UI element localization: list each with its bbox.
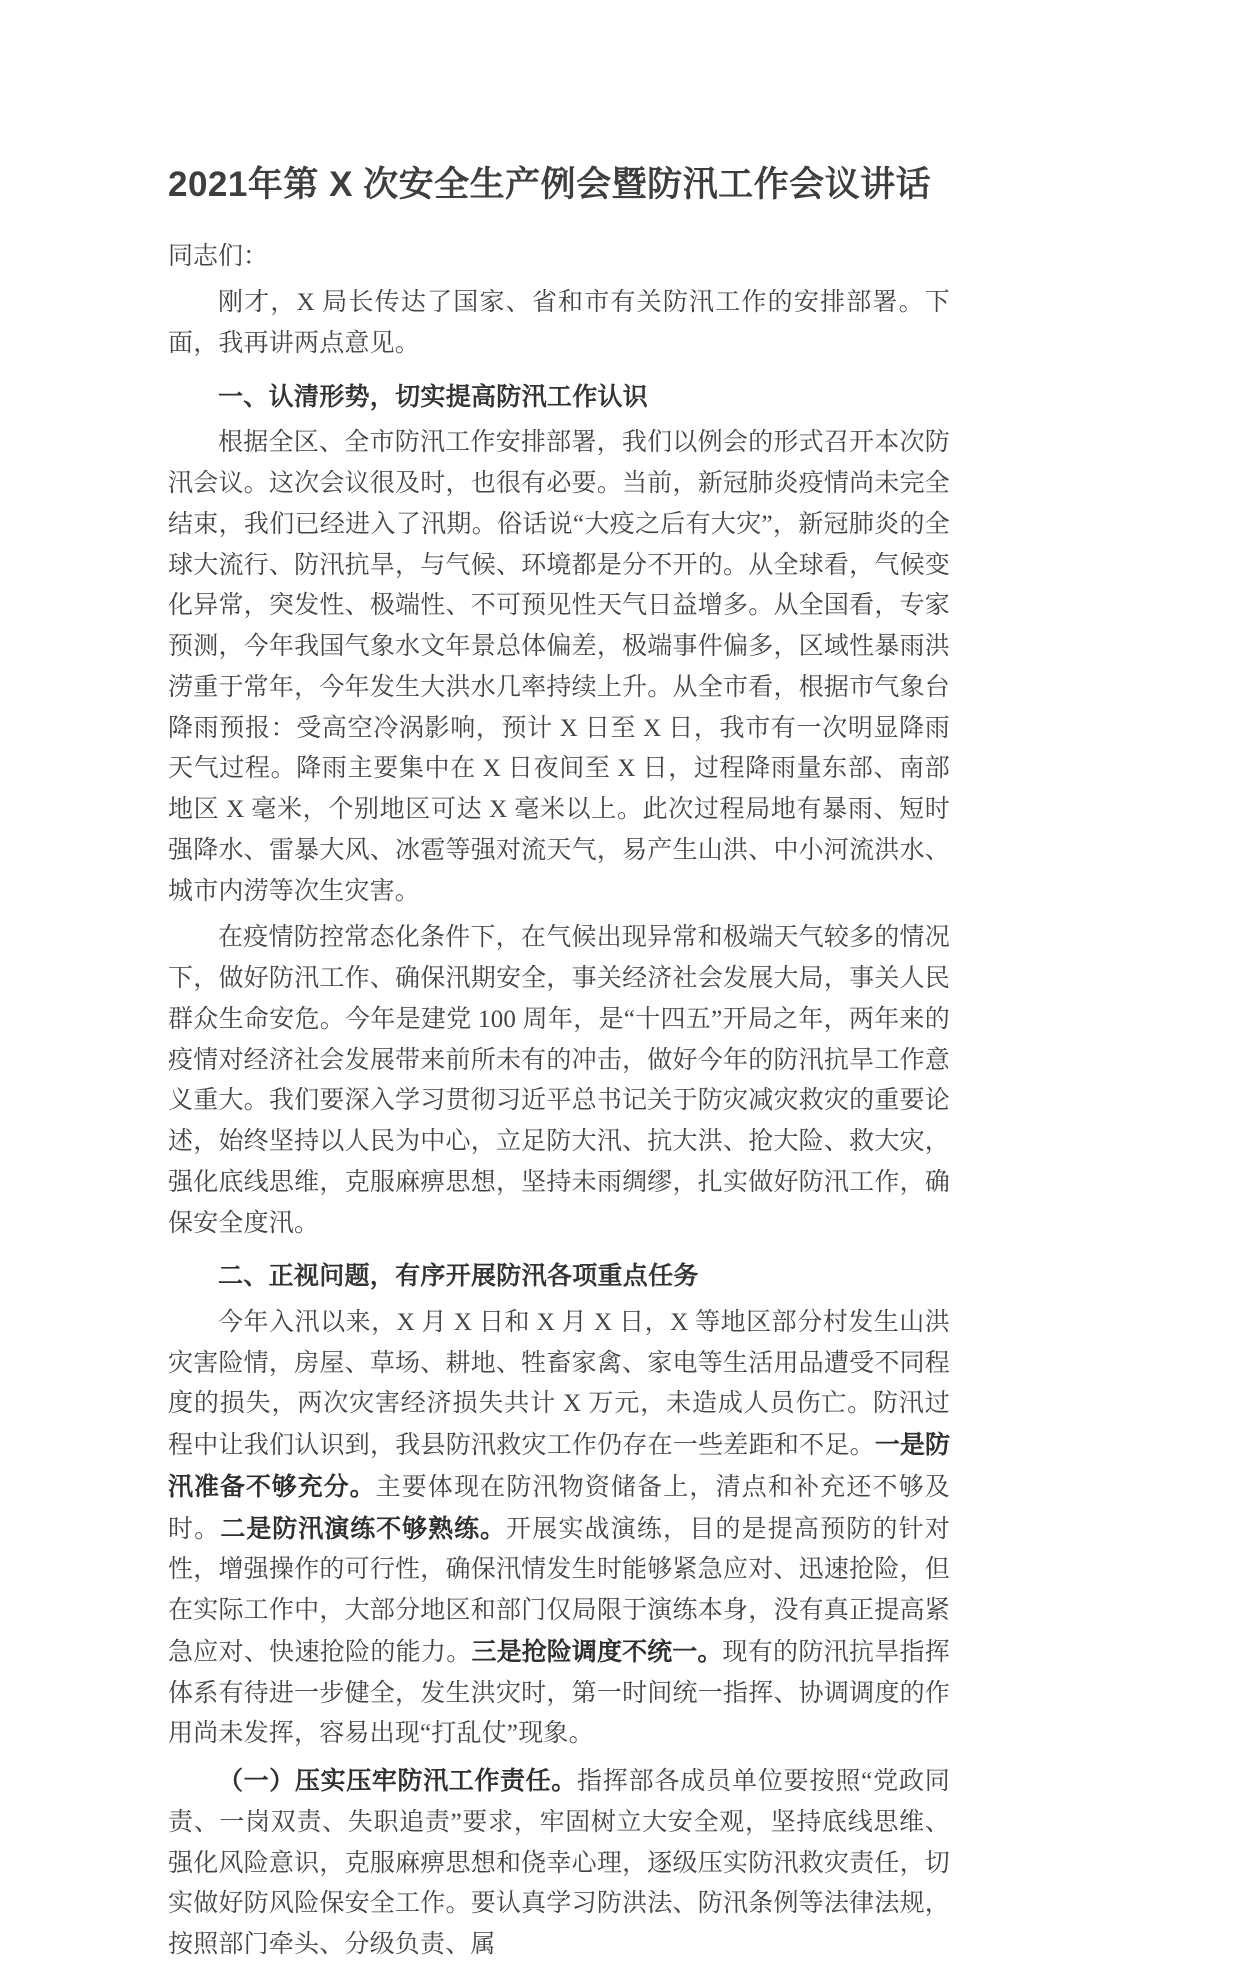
emphasis-run-1: 一是防汛准备不够充分。 xyxy=(168,1431,950,1501)
intro-paragraph: 刚才，X 局长传达了国家、省和市有关防汛工作的安排部署。下面，我再讲两点意见。 xyxy=(168,289,950,357)
document-body xyxy=(168,160,950,1966)
text-run-1: 指挥部各成员单位要按照“党政同责、一岗双责、失职追责”要求，牢固树立大安全观，坚持底线思维、强化风险意识，克服麻痹思想和侥幸心理，逐级压实防汛救灾责任，切实做好防风险保安全工作。要认真学习防洪法、防汛条例等法律法规，按照部门牵头、分级负责、属 xyxy=(168,1768,950,1958)
section-heading-one: 一、认清形势，切实提高防汛工作认识 xyxy=(218,382,649,411)
text-run-2: 主要体现在防汛物资储备上，清点和补充还不够及时。 xyxy=(168,1473,950,1543)
text-run-6: 现有的防汛抗旱指挥体系有待进一步健全，发生洪灾时，第一时间统一指挥、协调调度的作用尚未发挥，容易出现“打乱仗”现象。 xyxy=(168,1638,950,1748)
section-two-subsection-1 xyxy=(168,1761,950,1966)
section-one-paragraph-1: 根据全区、全市防汛工作安排部署，我们以例会的形式召开本次防汛会议。这次会议很及时，也很有必要。当前，新冠肺炎疫情尚未完全结束，我们已经进入了汛期。俗话说“大疫之后有大灾”，新冠肺炎的全球大流行、防汛抗旱，与气候、环境都是分不开的。从全球看，气候变化异常，突发性、极端性、不可预见性天气日益增多。从全国看，专家预测，今年我国气象水文年景总体偏差，极端事件偏多，区域性暴雨洪涝重于常年，今年发生大洪水几率持续上升。从全市看，根据市气象台降雨预报：受高空冷涡影响，预计 X 日至 X 日，我市有一次明显降雨天气过程。降雨主要集中在 X 日夜间至 X 日，过程降雨量东部、南部地区 X 毫米，个别地区可达 X 毫米以上。此次过程局地有暴雨、短时强降水、雷暴大风、冰雹等强对流天气，易产生山洪、中小河流洪水、城市内涝等次生灾害。 xyxy=(168,429,950,905)
text-run-0: 今年入汛以来，X 月 X 日和 X 月 X 日，X 等地区部分村发生山洪灾害险情，房屋、草场、耕地、牲畜家禽、家电等生活用品遭受不同程度的损失，两次灾害经济损失共计 X 万元，未造成人员伤亡。防汛过程中让我们认识到，我县防汛救灾工作仍存在一些差距和不足。 xyxy=(168,1308,950,1459)
section-two-paragraph-1 xyxy=(168,1303,950,1755)
page-title: 2021年第 X 次安全生产例会暨防汛工作会议讲话 xyxy=(168,165,932,204)
section-one-paragraph-2: 在疫情防控常态化条件下，在气候出现异常和极端天气较多的情况下，做好防汛工作、确保汛期安全，事关经济社会发展大局，事关人民群众生命安危。今年是建党 100 周年，是“十四五”开局之年，两年来的疫情对经济社会发展带来前所未有的冲击，做好今年的防汛抗旱工作意义重大。我们要深入学习贯彻习近平总书记关于防灾减灾救灾的重要论述，始终坚持以人民为中心，立足防大汛、抗大洪、抢大险、救大灾，强化底线思维，克服麻痹思想，坚持未雨绸缪，扎实做好防汛工作，确保安全度汛。 xyxy=(168,924,950,1237)
salutation-line: 同志们： xyxy=(168,242,269,270)
text-run-4: 开展实战演练，目的是提高预防的针对性，增强操作的可行性，确保汛情发生时能够紧急应对、迅速抢险，但在实际工作中，大部分地区和部门仅局限于演练本身，没有真正提高紧急应对、快速抢险的能力。 xyxy=(168,1515,950,1666)
emphasis-run-0: （一）压实压牢防汛工作责任。 xyxy=(218,1767,577,1795)
emphasis-run-5: 三是抢险调度不统一。 xyxy=(471,1637,723,1666)
section-heading-two: 二、正视问题，有序开展防汛各项重点任务 xyxy=(218,1262,699,1291)
emphasis-run-3: 二是防汛演练不够熟练。 xyxy=(220,1514,507,1543)
